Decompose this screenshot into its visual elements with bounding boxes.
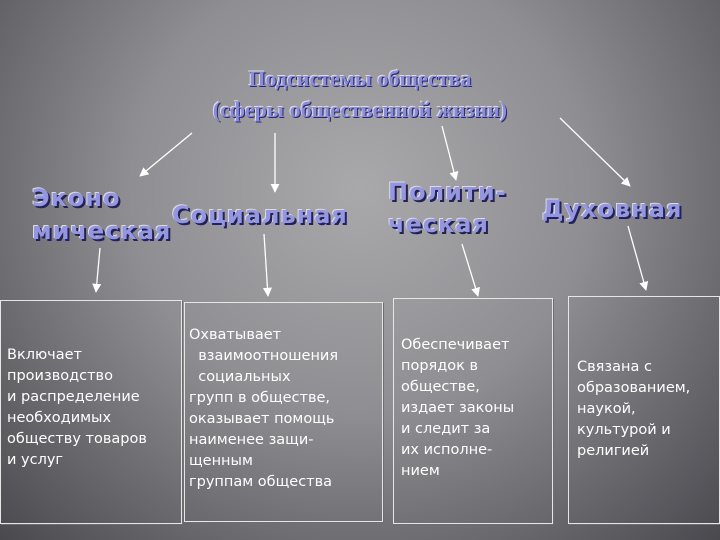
arrow-economic-box — [96, 248, 100, 292]
sphere-spiritual: Духовная — [542, 195, 683, 223]
economic-description-box — [0, 300, 182, 524]
arrow-title-spiritual — [560, 118, 630, 186]
arrow-political-box — [462, 244, 478, 296]
sphere-political-line1: Полити- — [388, 178, 507, 206]
diagram-title-line2: (сферы общественной жизни) — [212, 97, 508, 122]
spiritual-description: Связана с образованием, наукой, культурой и религией — [577, 359, 691, 459]
sphere-political-line2: ческая — [388, 210, 489, 238]
sphere-economic-line2: мическая — [32, 217, 172, 245]
spiritual-description-box — [568, 296, 720, 524]
arrow-spiritual-box — [628, 226, 646, 290]
social-description: Охватывает взаимоотношения социальных групп в обществе, оказывает помощь наименее защи- щенным группам общества — [189, 327, 339, 490]
arrow-social-box — [264, 234, 268, 296]
diagram-title-line1: Подсистемы общества — [248, 66, 472, 91]
sphere-economic-line1: Эконо — [32, 184, 121, 212]
arrow-title-economic — [140, 133, 192, 176]
social-description-box — [184, 302, 383, 522]
arrow-title-political — [442, 126, 456, 180]
economic-description: Включает производство и распределение необходимых обществу товаров и услуг — [7, 347, 147, 468]
sphere-social: Социальная — [172, 201, 348, 229]
political-description: Обеспечивает порядок в обществе, издает законы и следит за их исполне- нием — [401, 337, 515, 479]
political-description-box — [393, 298, 553, 524]
